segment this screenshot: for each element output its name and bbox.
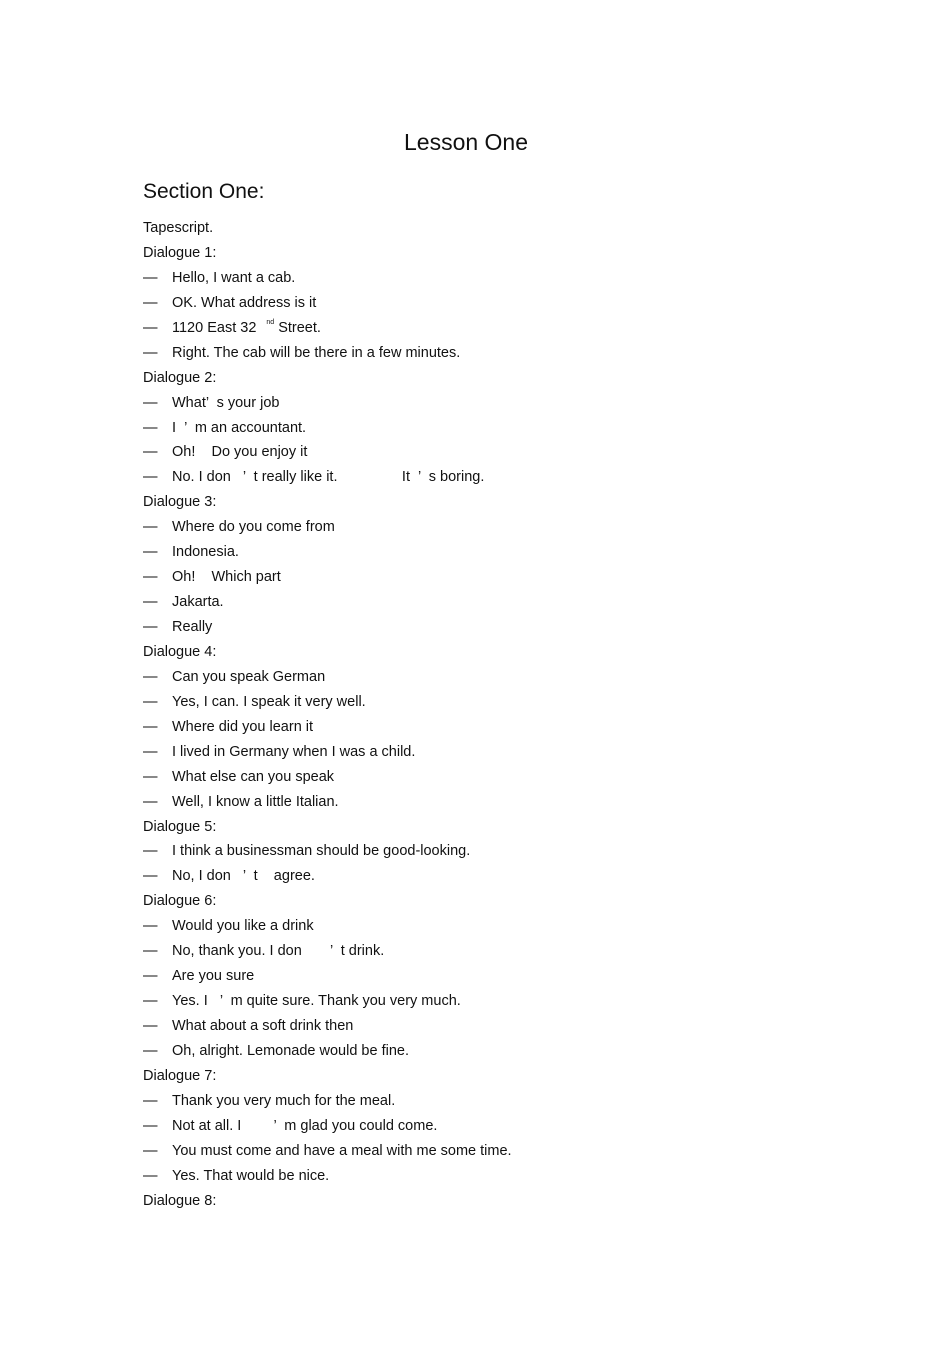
dialogue-line [143,964,843,989]
line-text: 1120 East 32 [172,319,257,336]
line-text: OK. What address is it [172,294,317,311]
line-text: What’ s your job [172,394,280,411]
ordinal-suffix: nd [266,318,275,326]
line-text: You must come and have a meal with me some time. [172,1142,512,1159]
dialogue-label: Dialogue 3: [143,494,217,511]
dialogue-text [172,416,306,441]
dialogue-line [143,790,843,815]
dialogue-text [172,540,239,565]
line-text: I ’ m an accountant. [172,419,307,436]
line-text: Oh! Do you enjoy it [172,444,308,461]
dash-marker: — [143,743,158,760]
page-title: Lesson One [403,129,529,155]
dialogue-text [172,590,224,615]
dash-marker: — [143,594,158,611]
dash-marker: — [143,1042,158,1059]
line-text: Yes, I can. I speak it very well. [172,693,366,710]
dialogue-text [172,266,295,291]
dialogue-label: Dialogue 2: [143,369,217,386]
dash-marker: — [143,868,158,885]
dialogue-text [172,1139,512,1164]
dash-marker: — [143,1117,158,1134]
dash-marker: — [143,768,158,785]
dialogue-line [143,1164,843,1189]
dialogue-text [172,1014,353,1039]
line-text: Jakarta. [172,594,224,611]
dialogue-line [143,590,843,615]
dash-marker: — [143,569,158,586]
dash-marker: — [143,419,158,436]
dash-marker: — [143,444,158,461]
dialogue-text [172,989,461,1014]
dash-marker: — [143,793,158,810]
line-text: Yes. That would be nice. [172,1167,330,1184]
dialogue-text [172,665,325,690]
dash-marker: — [143,394,158,411]
line-text: Would you like a drink [172,918,314,935]
dialogue-line [143,1014,843,1039]
tapescript-body [143,216,843,1214]
dialogue-text [172,465,484,490]
dialogue-label: Dialogue 8: [143,1192,217,1209]
dialogue-label: Dialogue 6: [143,893,217,910]
dialogue-line [143,765,843,790]
dash-marker: — [143,718,158,735]
dialogue-line [143,914,843,939]
line-text: Yes. I ’ m quite sure. Thank you very much. [172,993,461,1010]
dash-marker: — [143,1142,158,1159]
line-text: What else can you speak [172,768,335,785]
dialogue-line [143,665,843,690]
dialogue-text [172,1114,437,1139]
dash-marker: — [143,843,158,860]
section-heading: Section One: [143,180,265,203]
dialogue-text [172,291,316,316]
dialogue-text [172,715,313,740]
dialogue-text [172,690,366,715]
dash-marker: — [143,469,158,486]
dash-marker: — [143,1018,158,1034]
dialogue-label: Dialogue 4: [143,643,217,660]
dialogue-line [143,540,843,565]
line-text: Right. The cab will be there in a few minutes. [172,344,461,361]
dialogue-text [172,765,334,790]
dialogue-line [143,341,843,366]
dialogue-label: Dialogue 1: [143,244,217,261]
dialogue-text [172,515,335,540]
dialogue-line [143,316,843,341]
dialogue-line [143,690,843,715]
dialogue-line [143,1089,843,1114]
dialogue-line [143,715,843,740]
dialogue-line [143,1039,843,1064]
dialogue-line [143,864,843,889]
dialogue-text [172,1164,329,1189]
dash-marker: — [143,943,158,960]
dialogue-text [172,914,314,939]
dialogue-line [143,515,843,540]
dialogue-text [172,565,281,590]
line-text: Can you speak German [172,668,326,685]
line-text: No, I don ’ t agree. [172,868,315,885]
dialogue-line [143,565,843,590]
dash-marker: — [143,519,158,536]
dialogue-text [172,316,321,344]
line-text-after: Street. [278,319,321,336]
dialogue-label: Dialogue 5: [143,818,217,835]
dialogue-text [172,615,212,640]
dash-marker: — [143,693,158,710]
dialogue-line [143,391,843,416]
line-text: I think a businessman should be good-looking. [172,843,471,860]
dash-marker: — [143,319,158,336]
dialogue-label: Dialogue 7: [143,1067,217,1084]
line-text: No. I don ’ t really like it. It ’ s boring. [172,469,485,486]
line-text: I lived in Germany when I was a child. [172,743,416,760]
line-text: Hello, I want a cab. [172,269,296,286]
dialogue-line [143,1139,843,1164]
dialogue-label: Tapescript. [143,220,214,236]
dash-marker: — [143,1092,158,1109]
line-text: Oh, alright. Lemonade would be fine. [172,1042,409,1059]
dash-marker: — [143,619,158,635]
dash-marker: — [143,269,158,286]
dash-marker: — [143,544,158,561]
dash-marker: — [143,918,158,935]
dialogue-line [143,416,843,441]
dialogue-line [143,291,843,316]
line-text: Well, I know a little Italian. [172,793,339,810]
dialogue-line [143,740,843,765]
dialogue-line [143,839,843,864]
dialogue-text [172,1039,409,1064]
dialogue-line [143,266,843,291]
line-text: What about a soft drink then [172,1018,354,1034]
dialogue-text [172,740,415,765]
dash-marker: — [143,1167,158,1184]
dialogue-text [172,964,254,989]
dialogue-line [143,465,843,490]
dash-marker: — [143,993,158,1010]
dialogue-line [143,939,843,964]
dialogue-text [172,341,460,366]
line-text: No, thank you. I don ’ t drink. [172,943,385,960]
dialogue-line [143,989,843,1014]
dialogue-text [172,1089,395,1114]
line-text: Thank you very much for the meal. [172,1092,396,1109]
line-text: Where do you come from [172,519,335,536]
dialogue-text [172,839,470,864]
line-text: Are you sure [172,968,255,985]
line-text: Really [172,619,213,635]
dialogue-text [172,939,384,964]
dash-marker: — [143,344,158,361]
line-text: Oh! Which part [172,569,281,586]
dash-marker: — [143,668,158,685]
line-text: Indonesia. [172,544,239,561]
line-text: Not at all. I ’ m glad you could come. [172,1117,438,1134]
dialogue-text [172,790,339,815]
dialogue-line [143,440,843,465]
line-text: Where did you learn it [172,718,314,735]
dialogue-text [172,391,279,416]
dialogue-text [172,864,315,889]
dash-marker: — [143,294,158,311]
dialogue-line [143,1114,843,1139]
dash-marker: — [143,968,158,985]
dialogue-text [172,440,307,465]
dialogue-line [143,615,843,640]
